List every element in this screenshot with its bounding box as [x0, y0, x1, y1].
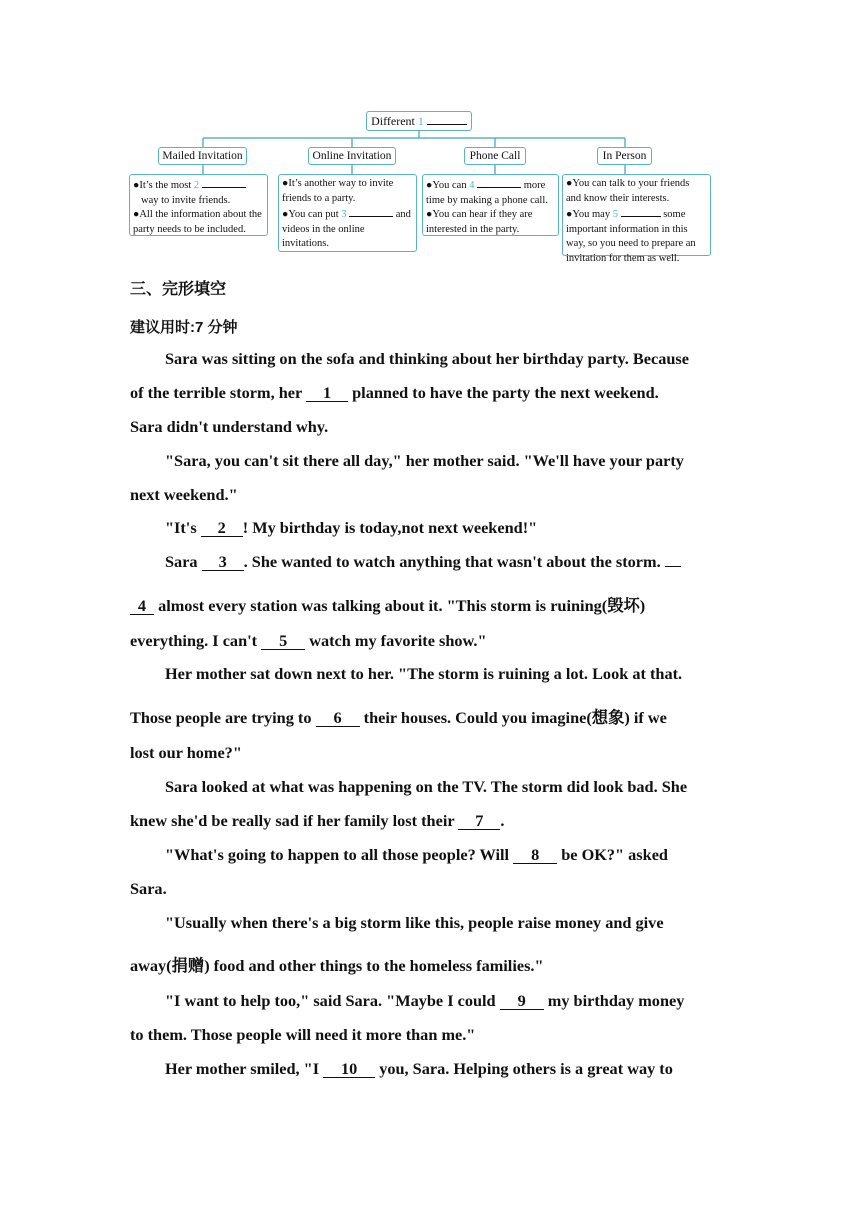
blank-number: 2 [193, 180, 200, 191]
passage-line [130, 952, 730, 976]
text-segment: planned to have the party the next weekend. [352, 383, 659, 402]
text-segment: ) food and other things to the homeless families." [204, 956, 544, 975]
cloze-blank-6[interactable]: 6 [316, 709, 360, 727]
bullet-text: ●All the information about the party needs to be included. [133, 209, 262, 235]
text-segment: almost every station was talking about it. "This storm is ruining( [158, 596, 608, 615]
root-label: Different [371, 114, 415, 128]
cloze-blank-10[interactable]: 10 [323, 1060, 375, 1078]
section-heading: 三、完形填空 [130, 281, 227, 298]
bullet-text: ●You can put [282, 209, 339, 220]
bullet-text: ●You can [426, 180, 467, 191]
bullet-text: some [663, 209, 686, 220]
text-segment: of the terrible storm, her [130, 383, 302, 402]
invitation-diagram [128, 108, 712, 264]
cloze-blank-8[interactable]: 8 [513, 846, 557, 864]
phone-call-details [422, 174, 559, 236]
text-segment: "What's going to happen to all those people? Will [165, 845, 510, 864]
chinese-gloss: 毁坏 [607, 596, 640, 615]
chinese-gloss: 捐赠 [171, 956, 205, 975]
text-segment: Her mother smiled, "I [165, 1059, 320, 1078]
blank-number: 5 [612, 209, 618, 220]
passage-line [130, 811, 730, 831]
text-segment: my birthday money [547, 991, 685, 1010]
chinese-gloss: 想象 [591, 708, 625, 727]
category-in-person: In Person [597, 147, 652, 165]
text-segment: ) if we [624, 708, 667, 727]
text-segment: everything. I can't [130, 631, 258, 650]
bullet-text: ●It’s another way to invite friends to a party. [282, 178, 394, 204]
bullet-text: ●It’s the most [133, 180, 192, 191]
text-segment: . She wanted to watch anything that wasn't about the storm. [243, 552, 661, 571]
passage-line: Sara looked at what was happening on the TV. The storm did look bad. She [165, 777, 688, 796]
answer-blank-line [202, 177, 246, 188]
text-segment: . [500, 811, 505, 830]
blank-number: 1 [417, 114, 424, 128]
passage-line [130, 631, 730, 651]
passage-line [130, 592, 730, 616]
diagram-root-box [366, 111, 472, 131]
bullet-text: time by making a phone call. [426, 194, 548, 206]
text-segment: knew she'd be really sad if her family lost their [130, 811, 455, 830]
category-online-invitation: Online Invitation [308, 147, 396, 165]
cloze-blank-4[interactable]: 4 [130, 597, 154, 615]
online-invitation-details [278, 174, 417, 252]
cloze-blank-4-start [665, 566, 681, 567]
passage-line: next weekend." [130, 485, 238, 504]
passage-line [165, 845, 765, 865]
bullet-text: more [523, 180, 546, 191]
bullet-text: important information in this way, so you need to prepare an invitation for them as well. [566, 223, 696, 264]
passage-line [165, 552, 765, 572]
text-segment: "I want to help too," said Sara. "Maybe I could [165, 991, 496, 1010]
in-person-details [562, 174, 711, 264]
bullet-text: ●You may [566, 209, 611, 220]
bullet-text: ●You can talk to your friends and know their interests. [566, 178, 690, 204]
text-segment: away( [130, 956, 172, 975]
passage-line: Sara was sitting on the sofa and thinking about her birthday party. Because [165, 349, 689, 368]
text-segment: Those people are trying to [130, 708, 312, 727]
bullet-text: way to invite friends. [141, 194, 231, 206]
bullet-text: ●You can hear if they are interested in the party. [426, 209, 533, 235]
blank-number: 4 [469, 180, 475, 191]
passage-line [130, 704, 730, 728]
passage-line: "Sara, you can't sit there all day," her mother said. "We'll have your party [165, 451, 684, 470]
passage-line: Sara didn't understand why. [130, 417, 329, 436]
bullet-text: and videos in the online invitations. [282, 209, 411, 249]
cloze-blank-7[interactable]: 7 [458, 812, 500, 830]
text-segment: be OK?" asked [561, 845, 668, 864]
passage-line [165, 518, 765, 538]
passage-line: lost our home?" [130, 743, 242, 762]
cloze-blank-1[interactable]: 1 [306, 384, 348, 402]
mailed-invitation-details [129, 174, 268, 236]
passage-line [165, 1059, 765, 1079]
cloze-blank-5[interactable]: 5 [261, 632, 305, 650]
passage-line: "Usually when there's a big storm like this, people raise money and give [165, 913, 664, 932]
category-mailed-invitation: Mailed Invitation [158, 147, 247, 165]
blank-number: 3 [341, 209, 347, 220]
text-segment: ) [639, 596, 646, 615]
passage-line [165, 991, 765, 1011]
text-segment: watch my favorite show." [309, 631, 487, 650]
category-phone-call: Phone Call [464, 147, 526, 165]
cloze-blank-2[interactable]: 2 [201, 519, 243, 537]
passage-line: Her mother sat down next to her. "The storm is ruining a lot. Look at that. [165, 664, 683, 683]
text-segment: you, Sara. Helping others is a great way to [379, 1059, 673, 1078]
suggested-time: 建议用时:7 分钟 [130, 319, 238, 336]
cloze-blank-3[interactable]: 3 [202, 553, 244, 571]
text-segment: "It's [165, 518, 197, 537]
text-segment: Sara [165, 552, 198, 571]
answer-blank-line [621, 206, 661, 217]
passage-line: Sara. [130, 879, 167, 898]
text-segment: ! My birthday is today,not next weekend!" [242, 518, 538, 537]
cloze-blank-9[interactable]: 9 [500, 992, 544, 1010]
answer-blank-line [427, 114, 467, 125]
answer-blank-line [477, 177, 521, 188]
passage-line: to them. Those people will need it more than me." [130, 1025, 476, 1044]
passage-line [130, 383, 730, 403]
text-segment: their houses. Could you imagine( [363, 708, 592, 727]
answer-blank-line [349, 206, 393, 217]
